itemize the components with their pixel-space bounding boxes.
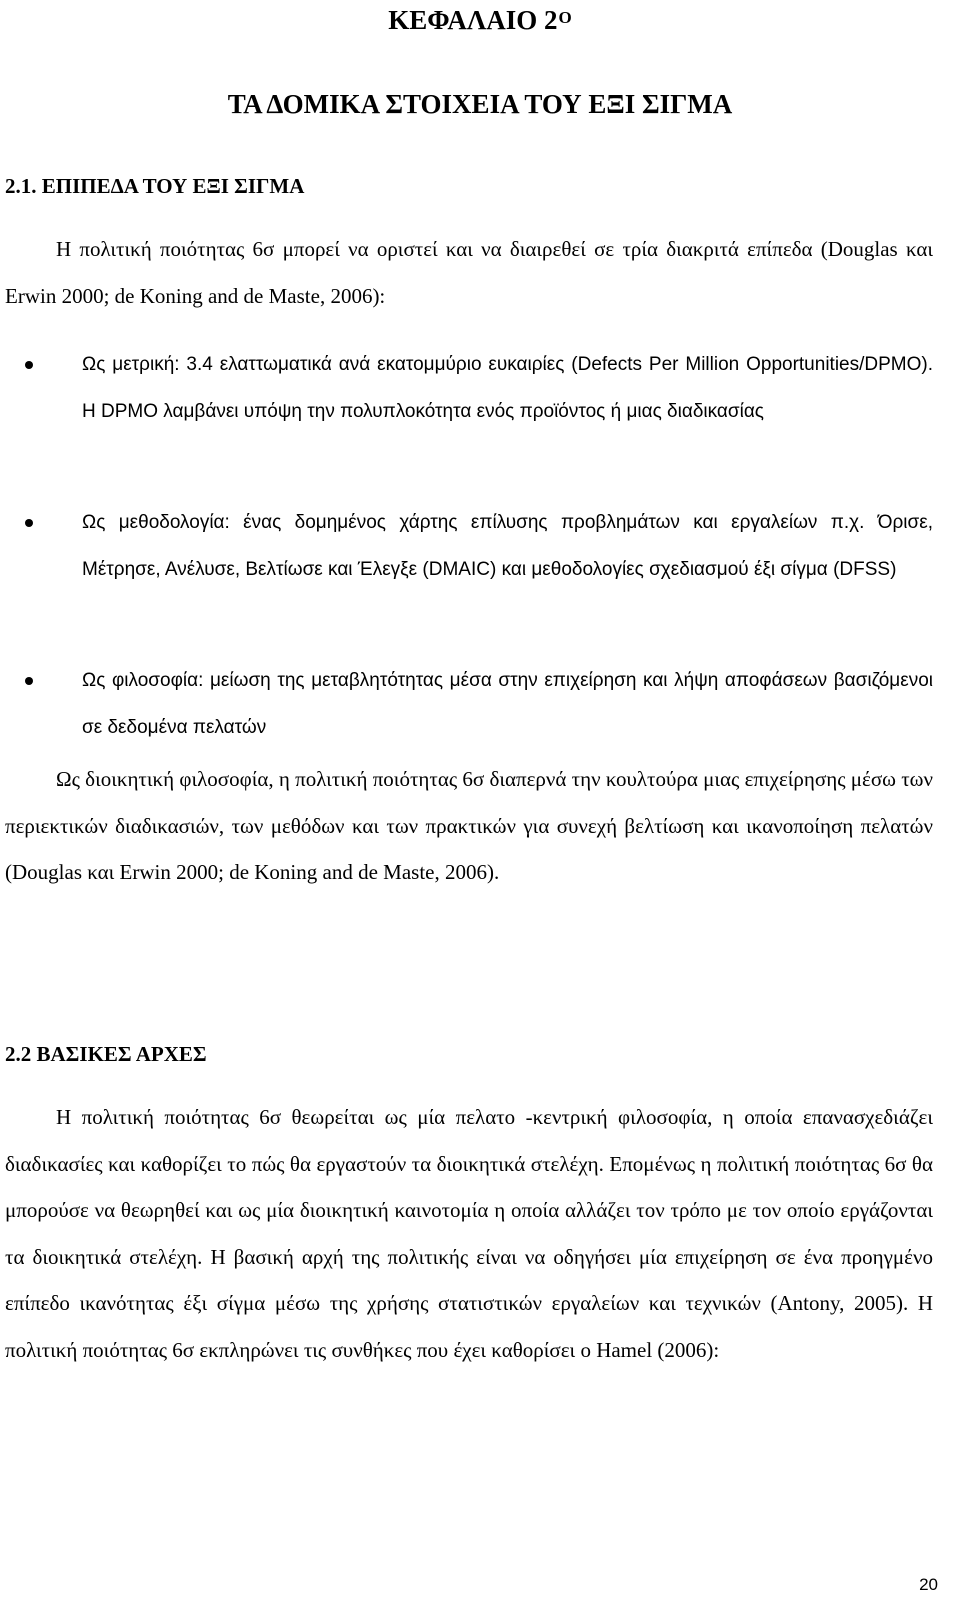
bullet-metric-explanation: Η DPMO λαμβάνει υπόψη την πολυπλοκότητα ενός προϊόντος ή μιας διαδικασίας (82, 400, 764, 422)
section-1-closing-paragraph: Ως διοικητική φιλοσοφία, η πολιτική ποιότητας 6σ διαπερνά την κουλτούρα μιας επιχείρησης μέσω των περιεκτικών διαδικασιών, των μεθόδων και των πρακτικών για συνεχή βελτίωση και ικανοποίηση πελατών (Douglas και Erwin 2000; de Koning and de Maste, 2006). (5, 767, 933, 884)
chapter-title-superscript: Ο (558, 8, 572, 27)
bullet-dot-icon (25, 519, 33, 527)
bullet-metric-definition: Ως μετρική: 3.4 ελαττωματικά ανά εκατομμύριο ευκαιρίες (Defects Per Million Opportunities/DPMO). (82, 354, 933, 375)
chapter-title-text: ΚΕΦΑΛΑΙΟ 2 (388, 5, 558, 35)
section-heading-2-2: 2.2 ΒΑΣΙΚΕΣ ΑΡΧΕΣ (5, 1042, 207, 1066)
section-2-body-paragraph: Η πολιτική ποιότητας 6σ θεωρείται ως μία πελατο -κεντρική φιλοσοφία, η οποία επανασχεδιάζει διαδικασίες και καθορίζει το πώς θα εργαστούν τα διοικητικά στελέχη. Επομένως η πολιτική ποιότητας 6σ θα μπορούσε να θεωρηθεί και ως μία διοικητική καινοτομία η οποία αλλάζει τον τρόπο με τον οποίο εργάζονται τα διοικητικά στελέχη. Η βασική αρχή της πολιτικής είναι να οδηγήσει μία επιχείρηση σε ένα προηγμένο επίπεδο ικανότητας έξι σίγμα μέσω της χρήσης στατιστικών εργαλείων και τεχνικών (Antony, 2005). Η πολιτική ποιότητας 6σ εκπληρώνει τις συνθήκες που έχει καθορίσει ο Hamel (2006): (5, 1105, 933, 1362)
bullet-item-methodology (82, 500, 933, 593)
chapter-subtitle: ΤΑ ΔΟΜΙΚΑ ΣΤΟΙΧΕΙΑ ΤΟΥ ΕΞΙ ΣΙΓΜΑ (227, 89, 733, 119)
bullet-philosophy-text: Ως φιλοσοφία: μείωση της μεταβλητότητας μέσα στην επιχείρηση και λήψη αποφάσεων βασιζόμενοι σε δεδομένα πελατών (82, 670, 933, 738)
bullet-methodology-text: Ως μεθοδολογία: ένας δομημένος χάρτης επίλυσης προβλημάτων και εργαλείων π.χ. Όρισε, Μέτρησε, Ανέλυσε, Βελτίωσε και Έλεγξε (DMAIC) και μεθοδολογίες σχεδιασμού έξι σίγμα (DFSS) (82, 512, 933, 580)
bullet-dot-icon (25, 361, 33, 369)
chapter-title (0, 2, 960, 42)
section-1-intro-paragraph: Η πολιτική ποιότητας 6σ μπορεί να οριστεί και να διαιρεθεί σε τρία διακριτά επίπεδα (Douglas και Erwin 2000; de Koning and de Maste, 2006): (5, 237, 933, 308)
page-number: 20 (919, 1575, 938, 1594)
bullet-item-metric (82, 342, 933, 435)
section-heading-2-1: 2.1. ΕΠΙΠΕΔΑ ΤΟΥ ΕΞΙ ΣΙΓΜΑ (5, 174, 305, 198)
bullet-item-philosophy (82, 658, 933, 751)
bullet-dot-icon (25, 677, 33, 685)
